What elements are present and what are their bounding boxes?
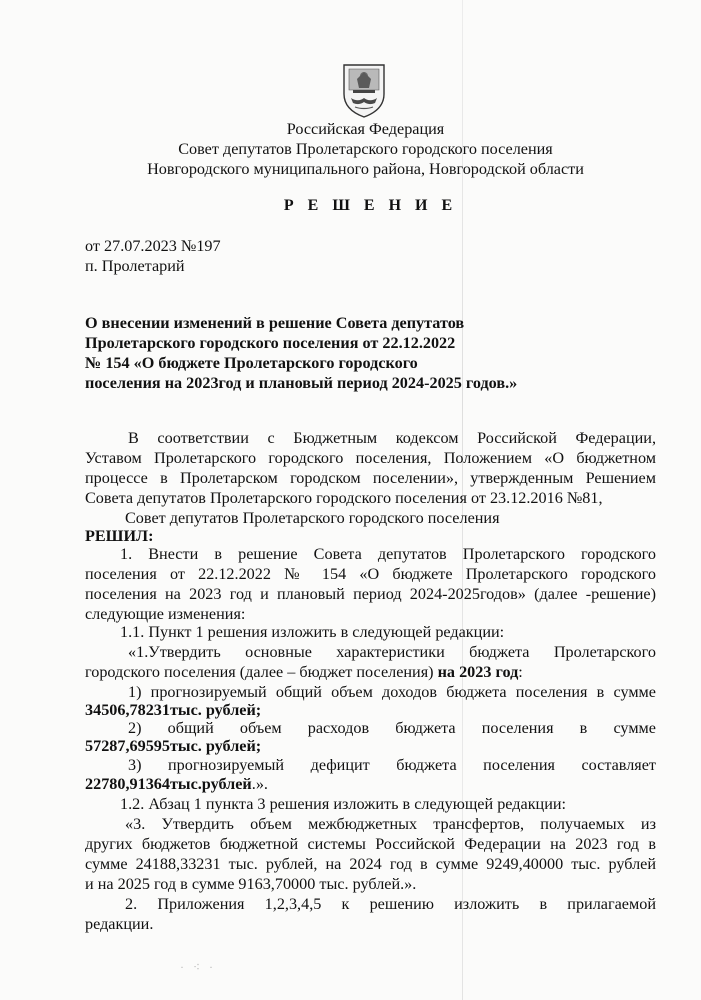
item1-1-line: «1.Утвердить основные характеристики бюджета Пролетарского <box>128 643 656 661</box>
resolved-heading: РЕШИЛ: <box>85 527 154 545</box>
subject-line: № 154 «О бюджете Пролетарского городского <box>85 354 418 372</box>
item1-line: 1. Внести в решение Совета депутатов Пролетарского городского <box>120 545 656 563</box>
coat-of-arms-emblem <box>341 62 387 118</box>
decision-subject <box>85 313 555 393</box>
header-district: Новгородского муниципального района, Новгородской области <box>147 160 584 178</box>
header-council: Совет депутатов Пролетарского городского поселения <box>178 140 553 158</box>
decision-place: п. Пролетарий <box>85 257 185 275</box>
preamble-line: Уставом Пролетарского городского поселения, Положением «О бюджетном <box>85 449 656 467</box>
item1-1-text: городского поселения (далее – бюджет поселения) <box>85 663 438 681</box>
item1-2-line: «3. Утвердить объем межбюджетных трансфертов, получаемых из <box>125 815 656 833</box>
item1-1-year: на 2023 год <box>437 663 519 681</box>
income-line: 1) прогнозируемый общий объем доходов бюджета поселения в сумме <box>128 683 656 701</box>
item1-1-line <box>85 662 523 682</box>
decision-date-number: от 27.07.2023 №197 <box>85 237 221 255</box>
item1-line: следующие изменения: <box>85 605 246 623</box>
item1-2-line: сумме 24188,33231 тыс. рублей, на 2024 год в сумме 9249,40000 тыс. рублей <box>85 855 656 873</box>
item2-line: 2. Приложения 1,2,3,4,5 к решению изложить в прилагаемой <box>125 895 656 913</box>
deficit-value-line <box>85 774 268 794</box>
preamble-line: процессе в Пролетарском городском поселении», утвержденным Решением <box>85 469 656 487</box>
preamble-line: Совета депутатов Пролетарского городского поселения от 23.12.2016 №81, <box>85 489 603 507</box>
deficit-line: 3) прогнозируемый дефицит бюджета поселения составляет <box>128 756 656 774</box>
preamble-line: Совет депутатов Пролетарского городского поселения <box>125 509 500 527</box>
item1-2-line: других бюджетов бюджетной системы Российской Федерации на 2023 год в <box>85 835 656 853</box>
item2-line: редакции. <box>85 915 154 933</box>
scan-noise-marks: · ⁖ · <box>180 960 217 974</box>
item1-1-colon: : <box>518 663 523 681</box>
item1-line: поселения от 22.12.2022 № 154 «О бюджете Пролетарского городского <box>85 565 656 583</box>
income-value: 34506,78231тыс. рублей; <box>85 701 262 719</box>
decision-title: Р Е Ш Е Н И Е <box>283 197 458 214</box>
subject-line: поселения на 2023год и плановый период 2024-2025 годов.» <box>85 374 518 392</box>
subject-line: О внесении изменений в решение Совета депутатов <box>85 314 465 332</box>
deficit-tail: .». <box>251 775 268 793</box>
item1-1-title: 1.1. Пункт 1 решения изложить в следующей редакции: <box>120 623 505 641</box>
item1-line: поселения на 2023 год и плановый период 2024-2025годов» (далее -решение) <box>85 585 656 603</box>
expenses-line: 2) общий объем расходов бюджета поселения в сумме <box>128 719 656 737</box>
deficit-value: 22780,91364тыс.рублей <box>85 775 252 793</box>
expenses-value: 57287,69595тыс. рублей; <box>85 737 262 755</box>
item1-2-title: 1.2. Абзац 1 пункта 3 решения изложить в следующей редакции: <box>120 795 567 813</box>
item1-2-line: и на 2025 год в сумме 9163,70000 тыс. рублей.». <box>85 875 417 893</box>
header-country: Российская Федерация <box>286 120 445 138</box>
subject-line: Пролетарского городского поселения от 22.12.2022 <box>85 334 456 352</box>
preamble-line: В соответствии с Бюджетным кодексом Российской Федерации, <box>128 429 656 447</box>
